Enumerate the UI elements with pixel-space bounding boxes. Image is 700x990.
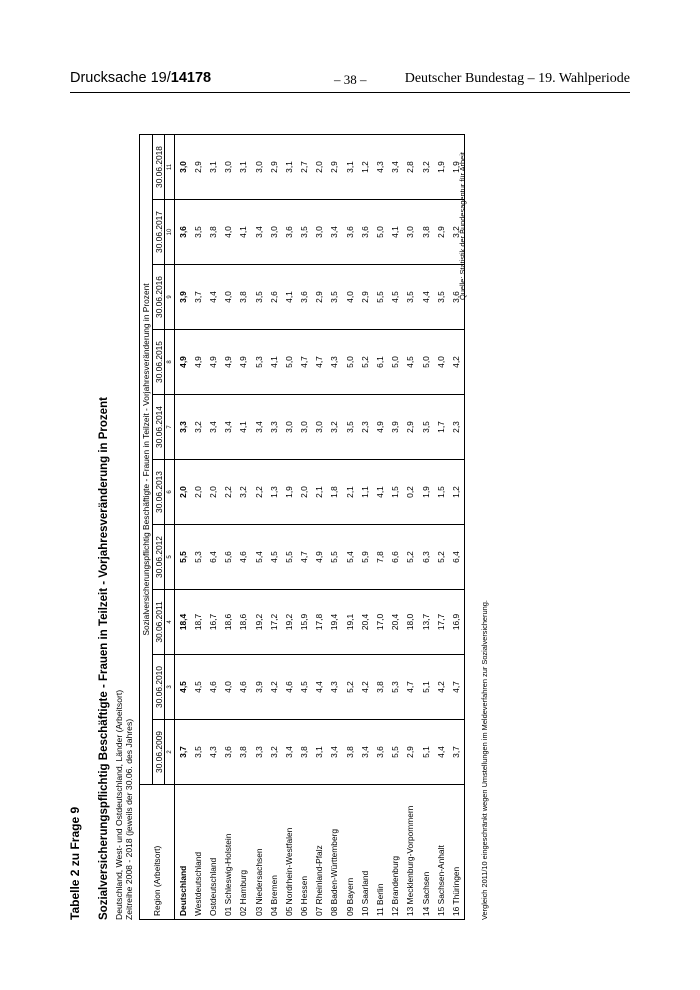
cell-value: 3,6 xyxy=(357,200,372,265)
table-row xyxy=(312,135,327,920)
cell-value: 5,2 xyxy=(403,525,418,590)
cell-value: 4,0 xyxy=(221,265,236,330)
cell-value: 1,9 xyxy=(433,135,448,200)
cell-value: 18,6 xyxy=(221,590,236,655)
cell-value: 3,8 xyxy=(418,200,433,265)
cell-value: 3,2 xyxy=(327,395,342,460)
cell-value: 2,2 xyxy=(251,460,266,525)
cell-value: 5,5 xyxy=(372,265,387,330)
row-region: 09 Bayern xyxy=(342,785,357,920)
table-row xyxy=(281,135,296,920)
cell-value: 3,4 xyxy=(205,395,220,460)
cell-value: 2,9 xyxy=(403,720,418,785)
cell-value: 3,0 xyxy=(221,135,236,200)
subtitle-line: Zeitreihe 2008 - 2018 (jeweils der 30.06. des Jahres) xyxy=(124,718,134,920)
cell-value: 4,9 xyxy=(205,330,220,395)
cell-value: 3,0 xyxy=(266,200,281,265)
cell-value: 6,6 xyxy=(388,525,403,590)
cell-value: 1,9 xyxy=(281,460,296,525)
table-row xyxy=(175,135,191,920)
cell-value: 4,4 xyxy=(418,265,433,330)
cell-value: 3,5 xyxy=(190,720,205,785)
cell-value: 18,0 xyxy=(403,590,418,655)
cell-value: 3,8 xyxy=(297,720,312,785)
row-region: 06 Hessen xyxy=(297,785,312,920)
cell-value: 5,0 xyxy=(388,330,403,395)
column-header: 30.06.2011 xyxy=(153,590,165,655)
cell-value: 17,0 xyxy=(372,590,387,655)
cell-value: 5,1 xyxy=(418,655,433,720)
cell-value: 3,6 xyxy=(297,265,312,330)
cell-value: 4,6 xyxy=(236,655,251,720)
row-region: Ostdeutschland xyxy=(205,785,220,920)
cell-value: 3,4 xyxy=(221,395,236,460)
row-region: Westdeutschland xyxy=(190,785,205,920)
cell-value: 3,2 xyxy=(190,395,205,460)
cell-value: 4,5 xyxy=(190,655,205,720)
cell-value: 5,5 xyxy=(175,525,191,590)
table-row xyxy=(297,135,312,920)
cell-value: 3,0 xyxy=(403,200,418,265)
cell-value: 7,8 xyxy=(372,525,387,590)
cell-value: 4,1 xyxy=(372,460,387,525)
cell-value: 4,5 xyxy=(388,265,403,330)
cell-value: 3,1 xyxy=(312,720,327,785)
cell-value: 3,0 xyxy=(312,395,327,460)
cell-value: 4,3 xyxy=(327,330,342,395)
cell-value: 4,1 xyxy=(236,200,251,265)
cell-value: 4,6 xyxy=(205,655,220,720)
column-index: 6 xyxy=(165,460,175,525)
cell-value: 4,2 xyxy=(433,655,448,720)
cell-value: 3,8 xyxy=(372,655,387,720)
cell-value: 1,5 xyxy=(388,460,403,525)
cell-value: 2,9 xyxy=(357,265,372,330)
cell-value: 19,2 xyxy=(281,590,296,655)
cell-value: 3,6 xyxy=(342,200,357,265)
row-region: 16 Thüringen xyxy=(448,785,464,920)
cell-value: 3,2 xyxy=(448,200,464,265)
cell-value: 2,1 xyxy=(342,460,357,525)
cell-value: 20,4 xyxy=(388,590,403,655)
row-region: Deutschland xyxy=(175,785,191,920)
table-row xyxy=(205,135,220,920)
cell-value: 3,5 xyxy=(342,395,357,460)
cell-value: 3,1 xyxy=(205,135,220,200)
cell-value: 2,2 xyxy=(221,460,236,525)
cell-value: 3,9 xyxy=(251,655,266,720)
cell-value: 18,6 xyxy=(236,590,251,655)
table-row xyxy=(190,135,205,920)
rotated-table-page xyxy=(60,110,660,930)
cell-value: 3,6 xyxy=(281,200,296,265)
column-index: 9 xyxy=(165,265,175,330)
data-table xyxy=(139,134,465,920)
cell-value: 3,3 xyxy=(266,395,281,460)
cell-value: 2,9 xyxy=(433,200,448,265)
column-header: 30.06.2009 xyxy=(153,720,165,785)
column-index: 3 xyxy=(165,655,175,720)
table-body xyxy=(175,135,465,920)
cell-value: 17,7 xyxy=(433,590,448,655)
cell-value: 3,5 xyxy=(403,265,418,330)
cell-value: 3,8 xyxy=(342,720,357,785)
cell-value: 18,7 xyxy=(190,590,205,655)
cell-value: 3,7 xyxy=(448,720,464,785)
cell-value: 3,3 xyxy=(175,395,191,460)
row-region: 13 Mecklenburg-Vorpommern xyxy=(403,785,418,920)
cell-value: 3,2 xyxy=(236,460,251,525)
cell-value: 4,0 xyxy=(221,200,236,265)
row-region: 02 Hamburg xyxy=(236,785,251,920)
table-label: Tabelle 2 zu Frage 9 xyxy=(68,806,82,920)
document-number: Drucksache 19/14178 xyxy=(70,70,212,86)
cell-value: 3,6 xyxy=(175,200,191,265)
table-row xyxy=(221,135,236,920)
cell-value: 4,6 xyxy=(236,525,251,590)
cell-value: 4,0 xyxy=(342,265,357,330)
table-title: Sozialversicherungspflichtig Beschäftigte - Frauen in Teilzeit - Vorjahresveränderung in Prozent xyxy=(98,397,110,920)
cell-value: 3,3 xyxy=(251,720,266,785)
cell-value: 2,9 xyxy=(327,135,342,200)
cell-value: 4,5 xyxy=(297,655,312,720)
page-number: – 38 – xyxy=(334,72,367,87)
cell-value: 3,8 xyxy=(236,265,251,330)
cell-value: 1,7 xyxy=(433,395,448,460)
column-header: 30.06.2013 xyxy=(153,460,165,525)
column-header: 30.06.2010 xyxy=(153,655,165,720)
cell-value: 4,9 xyxy=(372,395,387,460)
cell-value: 5,3 xyxy=(388,655,403,720)
cell-value: 4,7 xyxy=(448,655,464,720)
column-header: 30.06.2014 xyxy=(153,395,165,460)
cell-value: 3,0 xyxy=(251,135,266,200)
cell-value: 4,1 xyxy=(236,395,251,460)
cell-value: 15,9 xyxy=(297,590,312,655)
table-row xyxy=(236,135,251,920)
table-row xyxy=(266,135,281,920)
column-index: 2 xyxy=(165,720,175,785)
cell-value: 2,0 xyxy=(205,460,220,525)
cell-value: 3,1 xyxy=(281,135,296,200)
cell-value: 1,2 xyxy=(448,460,464,525)
cell-value: 3,5 xyxy=(297,200,312,265)
cell-value: 5,2 xyxy=(433,525,448,590)
cell-value: 6,1 xyxy=(372,330,387,395)
table-row xyxy=(418,135,433,920)
row-region: 05 Nordrhein-Westfalen xyxy=(281,785,296,920)
cell-value: 4,9 xyxy=(190,330,205,395)
cell-value: 4,7 xyxy=(297,330,312,395)
cell-value: 4,2 xyxy=(357,655,372,720)
column-index: 4 xyxy=(165,590,175,655)
cell-value: 3,4 xyxy=(327,720,342,785)
cell-value: 4,4 xyxy=(433,720,448,785)
cell-value: 4,0 xyxy=(433,330,448,395)
cell-value: 16,7 xyxy=(205,590,220,655)
cell-value: 3,0 xyxy=(297,395,312,460)
cell-value: 4,5 xyxy=(403,330,418,395)
cell-value: 4,7 xyxy=(403,655,418,720)
footnote: Vergleich 2011/10 eingeschränkt wegen Umstellungen im Meldeverfahren zur Sozialversicherung. xyxy=(480,600,489,920)
cell-value: 4,7 xyxy=(297,525,312,590)
column-index: 5 xyxy=(165,525,175,590)
cell-value: 2,9 xyxy=(266,135,281,200)
super-header: Sozialversicherungspflichtig Beschäftigte - Frauen in Teilzeit - Vorjahresveränderung in Prozent xyxy=(140,135,153,785)
cell-value: 4,4 xyxy=(205,265,220,330)
cell-value: 4,9 xyxy=(236,330,251,395)
cell-value: 3,4 xyxy=(251,200,266,265)
cell-value: 4,3 xyxy=(205,720,220,785)
cell-value: 4,1 xyxy=(281,265,296,330)
row-region: 01 Schleswig-Holstein xyxy=(221,785,236,920)
cell-value: 3,2 xyxy=(266,720,281,785)
cell-value: 1,1 xyxy=(357,460,372,525)
cell-value: 5,0 xyxy=(372,200,387,265)
row-region: 14 Sachsen xyxy=(418,785,433,920)
cell-value: 1,2 xyxy=(357,135,372,200)
cell-value: 2,3 xyxy=(448,395,464,460)
table-row xyxy=(403,135,418,920)
table-row xyxy=(433,135,448,920)
column-header: 30.06.2018 xyxy=(153,135,165,200)
table-row xyxy=(342,135,357,920)
cell-value: 2,9 xyxy=(403,395,418,460)
cell-value: 5,0 xyxy=(281,330,296,395)
cell-value: 16,9 xyxy=(448,590,464,655)
cell-value: 3,0 xyxy=(281,395,296,460)
cell-value: 4,3 xyxy=(372,135,387,200)
cell-value: 5,1 xyxy=(418,720,433,785)
cell-value: 2,1 xyxy=(312,460,327,525)
cell-value: 4,5 xyxy=(266,525,281,590)
cell-value: 1,9 xyxy=(448,135,464,200)
cell-value: 3,2 xyxy=(418,135,433,200)
cell-value: 3,7 xyxy=(190,265,205,330)
cell-value: 19,1 xyxy=(342,590,357,655)
cell-value: 2,0 xyxy=(175,460,191,525)
cell-value: 6,3 xyxy=(418,525,433,590)
cell-value: 3,6 xyxy=(221,720,236,785)
cell-value: 2,0 xyxy=(312,135,327,200)
cell-value: 5,6 xyxy=(221,525,236,590)
cell-value: 19,4 xyxy=(327,590,342,655)
cell-value: 3,5 xyxy=(418,395,433,460)
row-region: 04 Bremen xyxy=(266,785,281,920)
cell-value: 1,9 xyxy=(418,460,433,525)
cell-value: 3,5 xyxy=(327,265,342,330)
cell-value: 3,7 xyxy=(175,720,191,785)
cell-value: 5,3 xyxy=(190,525,205,590)
cell-value: 5,5 xyxy=(388,720,403,785)
cell-value: 4,9 xyxy=(312,525,327,590)
cell-value: 3,5 xyxy=(190,200,205,265)
cell-value: 5,2 xyxy=(342,655,357,720)
cell-value: 20,4 xyxy=(357,590,372,655)
table-row xyxy=(327,135,342,920)
cell-value: 4,9 xyxy=(175,330,191,395)
cell-value: 4,5 xyxy=(175,655,191,720)
cell-value: 3,4 xyxy=(388,135,403,200)
cell-value: 3,0 xyxy=(175,135,191,200)
column-index: 8 xyxy=(165,330,175,395)
cell-value: 1,3 xyxy=(266,460,281,525)
table-row xyxy=(388,135,403,920)
row-region: 10 Saarland xyxy=(357,785,372,920)
cell-value: 3,6 xyxy=(448,265,464,330)
cell-value: 2,9 xyxy=(312,265,327,330)
cell-value: 6,4 xyxy=(205,525,220,590)
row-region: 08 Baden-Württemberg xyxy=(327,785,342,920)
row-region: 03 Niedersachsen xyxy=(251,785,266,920)
column-header: 30.06.2015 xyxy=(153,330,165,395)
cell-value: 2,6 xyxy=(266,265,281,330)
cell-value: 4,4 xyxy=(312,655,327,720)
column-header: 30.06.2016 xyxy=(153,265,165,330)
cell-value: 2,9 xyxy=(190,135,205,200)
cell-value: 5,0 xyxy=(342,330,357,395)
table-row xyxy=(357,135,372,920)
cell-value: 3,8 xyxy=(236,720,251,785)
cell-value: 1,8 xyxy=(327,460,342,525)
table-row xyxy=(251,135,266,920)
cell-value: 3,4 xyxy=(327,200,342,265)
column-header: 30.06.2017 xyxy=(153,200,165,265)
cell-value: 4,2 xyxy=(448,330,464,395)
cell-value: 4,0 xyxy=(221,655,236,720)
cell-value: 3,9 xyxy=(175,265,191,330)
cell-value: 2,3 xyxy=(357,395,372,460)
cell-value: 4,9 xyxy=(221,330,236,395)
column-header: 30.06.2012 xyxy=(153,525,165,590)
cell-value: 17,2 xyxy=(266,590,281,655)
cell-value: 18,4 xyxy=(175,590,191,655)
cell-value: 3,0 xyxy=(312,200,327,265)
cell-value: 5,3 xyxy=(251,330,266,395)
cell-value: 2,7 xyxy=(297,135,312,200)
cell-value: 5,5 xyxy=(327,525,342,590)
table-row xyxy=(372,135,387,920)
row-region: 11 Berlin xyxy=(372,785,387,920)
publisher: Deutscher Bundestag – 19. Wahlperiode xyxy=(404,71,630,86)
table-subtitle xyxy=(114,690,134,920)
cell-value: 13,7 xyxy=(418,590,433,655)
cell-value: 5,5 xyxy=(281,525,296,590)
cell-value: 4,1 xyxy=(388,200,403,265)
cell-value: 6,4 xyxy=(448,525,464,590)
cell-value: 3,9 xyxy=(388,395,403,460)
cell-value: 5,9 xyxy=(357,525,372,590)
cell-value: 3,5 xyxy=(251,265,266,330)
row-region: 07 Rheinland-Pfalz xyxy=(312,785,327,920)
header-rule xyxy=(70,92,630,93)
cell-value: 4,2 xyxy=(266,655,281,720)
cell-value: 17,8 xyxy=(312,590,327,655)
cell-value: 4,7 xyxy=(312,330,327,395)
cell-value: 3,1 xyxy=(342,135,357,200)
row-region: 15 Sachsen-Anhalt xyxy=(433,785,448,920)
cell-value: 3,6 xyxy=(372,720,387,785)
column-index: 7 xyxy=(165,395,175,460)
cell-value: 4,3 xyxy=(327,655,342,720)
cell-value: 4,1 xyxy=(266,330,281,395)
subtitle-line: Deutschland, West- und Ostdeutschland, Länder (Arbeitsort) xyxy=(114,689,124,920)
source-note: Quelle: Statistik der Bundesagentur für Arbeit xyxy=(458,152,467,300)
cell-value: 5,0 xyxy=(418,330,433,395)
cell-value: 3,4 xyxy=(281,720,296,785)
cell-value: 3,8 xyxy=(205,200,220,265)
cell-value: 3,4 xyxy=(357,720,372,785)
cell-value: 1,5 xyxy=(433,460,448,525)
cell-value: 3,1 xyxy=(236,135,251,200)
region-header: Region (Arbeitsort) xyxy=(140,785,175,920)
cell-value: 5,2 xyxy=(357,330,372,395)
cell-value: 5,4 xyxy=(251,525,266,590)
cell-value: 3,4 xyxy=(251,395,266,460)
cell-value: 19,2 xyxy=(251,590,266,655)
cell-value: 2,0 xyxy=(297,460,312,525)
column-index: 10 xyxy=(165,200,175,265)
cell-value: 3,5 xyxy=(433,265,448,330)
cell-value: 0,2 xyxy=(403,460,418,525)
row-region: 12 Brandenburg xyxy=(388,785,403,920)
cell-value: 5,4 xyxy=(342,525,357,590)
column-index: 11 xyxy=(165,135,175,200)
document-number-bold: 14178 xyxy=(170,70,212,86)
cell-value: 2,8 xyxy=(403,135,418,200)
cell-value: 2,0 xyxy=(190,460,205,525)
cell-value: 4,6 xyxy=(281,655,296,720)
